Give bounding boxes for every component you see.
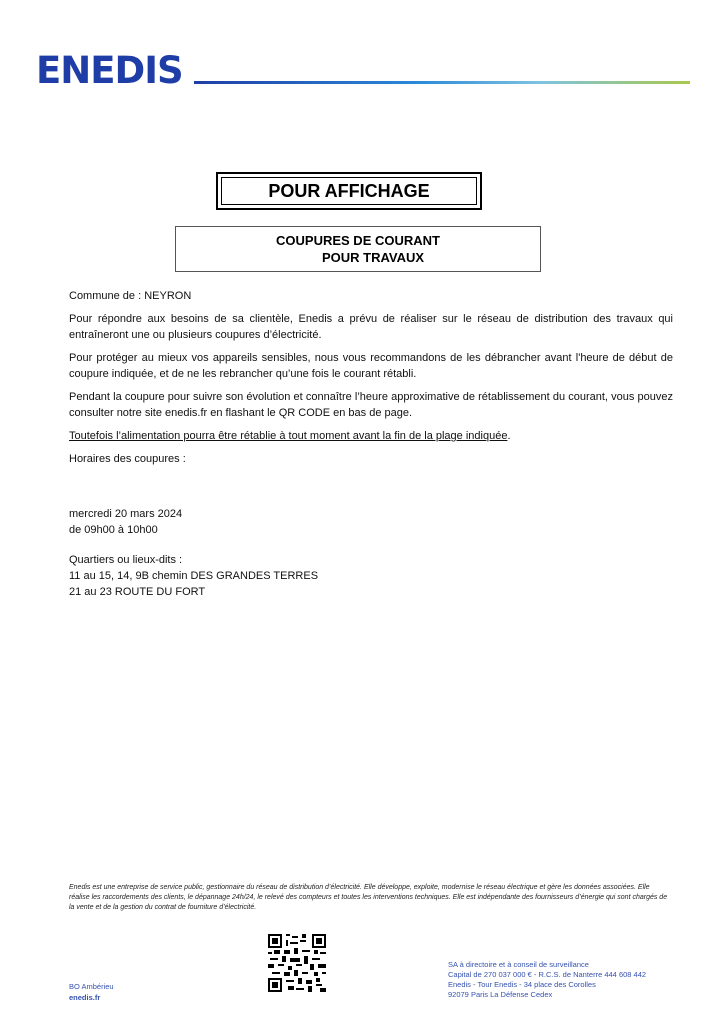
footer-left — [69, 981, 114, 1003]
enedis-logo: ENEDIS — [36, 49, 183, 92]
footer-info-line: SA à directoire et à conseil de surveillance — [448, 960, 589, 969]
paragraph-protection: Pour protéger au mieux vos appareils sensibles, nous vous recommandons de les débrancher avant l'heure de début de coupure indiquée, et de ne les rebrancher qu’une fois le courant rétabli. — [69, 352, 673, 380]
legal-notice: Enedis est une entreprise de service public, gestionnaire du réseau de distribution d’électricité. Elle développe, exploite, modernise le réseau électrique et gère les données associées. Elle réalise les raccordements des clients, le dépannage 24h/24, le relevé des compteurs et toutes les interventions techniques. Elle est indépendante des fournisseurs d’énergie qui sont chargés de la vente et de la gestion du contrat de fourniture d’électricité. — [69, 884, 668, 911]
outage-date: mercredi 20 mars 2024 — [69, 508, 183, 520]
commune-line: Commune de : NEYRON — [69, 290, 192, 302]
footer-website-link[interactable]: enedis.fr — [69, 993, 101, 1002]
footer-office: BO Ambérieu — [69, 982, 114, 991]
footer-info-line: Enedis - Tour Enedis - 34 place des Corolles — [448, 980, 596, 989]
coupures-title-line2: POUR TRAVAUX — [321, 250, 425, 265]
warning-line — [69, 428, 673, 444]
coupures-title-box — [175, 226, 541, 272]
warning-text: Toutefois l’alimentation pourra être rétablie à tout moment avant la fin de la plage indiquée — [69, 430, 508, 442]
footer-company-info — [448, 960, 646, 1000]
outage-time: de 09h00 à 10h00 — [69, 524, 158, 536]
horaires-label: Horaires des coupures : — [69, 453, 186, 465]
quartiers-label: Quartiers ou lieux-dits : — [69, 554, 183, 566]
qr-code-icon[interactable] — [268, 934, 326, 992]
footer-info-line: Capital de 270 037 000 € - R.C.S. de Nanterre 444 608 442 — [448, 970, 647, 979]
paragraph-besoins: Pour répondre aux besoins de sa clientèle, Enedis a prévu de réaliser sur le réseau de distribution des travaux qui entraîneront une ou plusieurs coupures d’électricité. — [69, 313, 673, 341]
footer-info-line: 92079 Paris La Défense Cedex — [448, 990, 553, 999]
quartier-item: 21 au 23 ROUTE DU FORT — [69, 586, 206, 598]
coupures-title-line1: COUPURES DE COURANT — [276, 233, 440, 248]
pour-affichage-box — [216, 172, 482, 210]
notice-body — [69, 288, 673, 600]
logo-gradient-line — [194, 81, 690, 84]
paragraph-suivi: Pendant la coupure pour suivre son évolution et connaître l’heure approximative de rétablissement du courant, vous pouvez consulter notre site enedis.fr en flashant le QR CODE en bas de page. — [69, 391, 673, 419]
pour-affichage-title: POUR AFFICHAGE — [221, 177, 477, 205]
quartier-item: 11 au 15, 14, 9B chemin DES GRANDES TERRES — [69, 570, 319, 582]
warning-period: . — [507, 430, 511, 442]
